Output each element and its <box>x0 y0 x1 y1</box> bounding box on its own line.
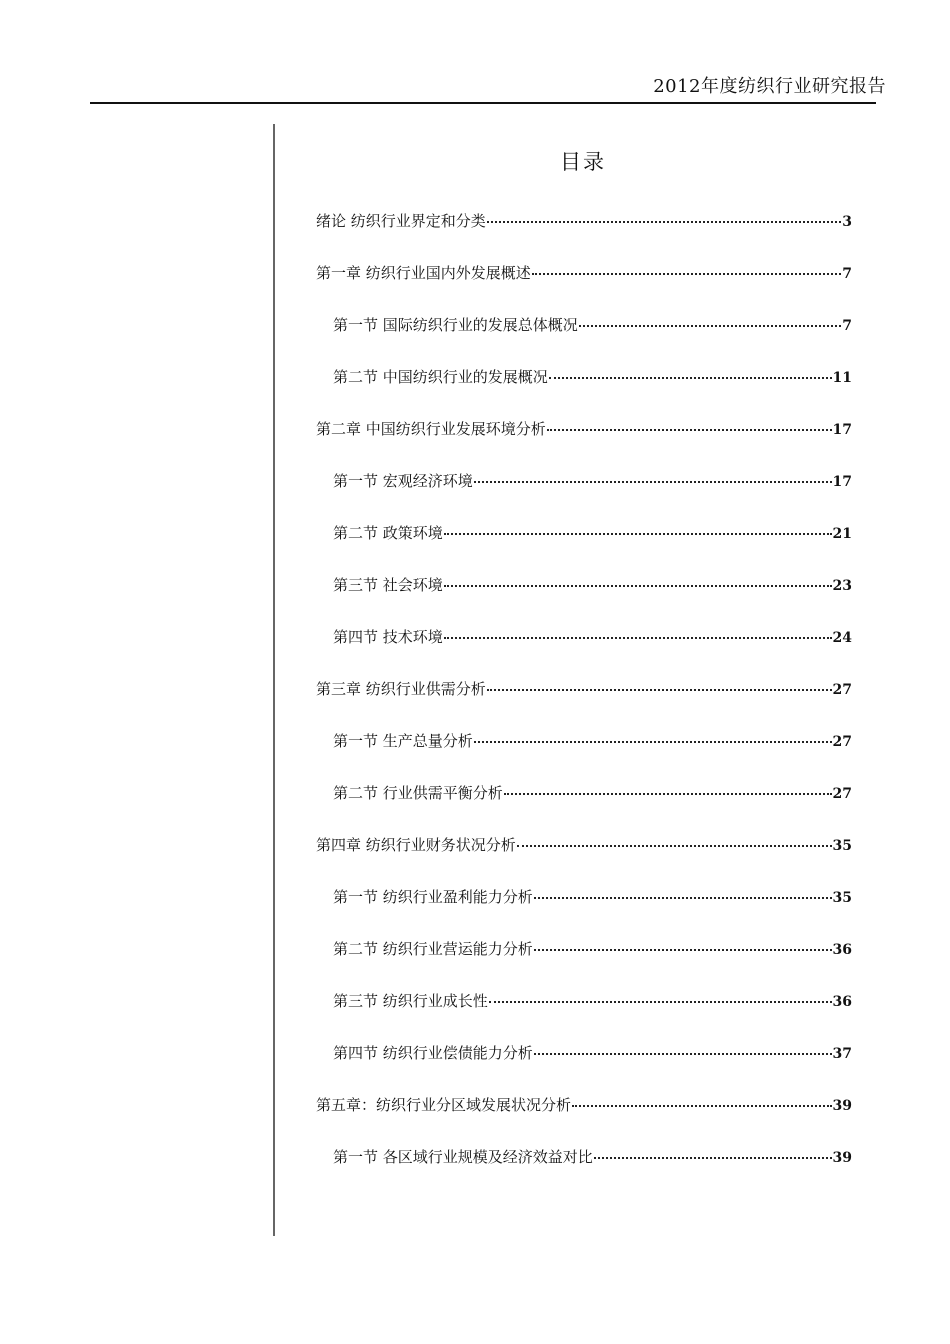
toc-entry-label: 绪论 纺织行业界定和分类 <box>316 212 486 230</box>
dot-leader <box>474 741 832 743</box>
dot-leader <box>474 481 832 483</box>
dot-leader <box>444 637 832 639</box>
toc-entry-label: 第二节 中国纺织行业的发展概况 <box>333 368 548 386</box>
toc-entry-page: 39 <box>832 1150 852 1166</box>
toc-entry-label: 第二章 中国纺织行业发展环境分析 <box>316 420 546 438</box>
toc-entry[interactable] <box>316 730 852 782</box>
toc-entry-page: 36 <box>832 942 852 958</box>
dot-leader <box>534 1053 832 1055</box>
dot-leader <box>487 689 832 691</box>
toc-entry-page: 7 <box>842 266 852 282</box>
dot-leader <box>547 429 832 431</box>
toc-entry-label: 第一节 生产总量分析 <box>333 732 473 750</box>
toc-entry[interactable] <box>316 210 852 262</box>
toc-entry-page: 23 <box>832 578 852 594</box>
toc-entry[interactable] <box>316 522 852 574</box>
toc-entry[interactable] <box>316 1094 852 1146</box>
toc-entry-label: 第二节 纺织行业营运能力分析 <box>333 940 533 958</box>
toc-heading: 目录 <box>560 150 606 174</box>
toc-entry[interactable] <box>316 886 852 938</box>
toc-entry[interactable] <box>316 470 852 522</box>
dot-leader <box>594 1157 832 1159</box>
toc-entry[interactable] <box>316 314 852 366</box>
toc-entry-label: 第一节 各区域行业规模及经济效益对比 <box>333 1148 593 1166</box>
header-divider <box>90 102 876 104</box>
toc-entry[interactable] <box>316 1042 852 1094</box>
toc-entry-page: 3 <box>842 214 852 230</box>
dot-leader <box>504 793 832 795</box>
toc-entry[interactable] <box>316 626 852 678</box>
toc-entry-page: 17 <box>832 474 852 490</box>
dot-leader <box>572 1105 832 1107</box>
dot-leader <box>532 273 841 275</box>
toc-entry[interactable] <box>316 678 852 730</box>
toc-entry-page: 37 <box>832 1046 852 1062</box>
toc-entry[interactable] <box>316 834 852 886</box>
toc-entry-label: 第三节 社会环境 <box>333 576 443 594</box>
toc-entry-label: 第五章：纺织行业分区域发展状况分析 <box>316 1096 572 1114</box>
toc-entry-label: 第三章 纺织行业供需分析 <box>316 680 486 698</box>
toc-entry-label: 第一节 纺织行业盈利能力分析 <box>333 888 533 906</box>
toc-entry[interactable] <box>316 1146 852 1198</box>
toc-entry-label: 第一节 宏观经济环境 <box>333 472 473 490</box>
toc-entry-page: 21 <box>832 526 852 542</box>
toc-entry[interactable] <box>316 782 852 834</box>
toc-entry-page: 11 <box>832 370 852 386</box>
toc-entry-page: 27 <box>832 682 852 698</box>
toc-entry[interactable] <box>316 262 852 314</box>
dot-leader <box>517 845 832 847</box>
toc-entry-page: 27 <box>832 734 852 750</box>
report-header-title: 2012年度纺织行业研究报告 <box>653 76 886 97</box>
dot-leader <box>489 1001 832 1003</box>
dot-leader <box>534 897 832 899</box>
toc-entry-label: 第一节 国际纺织行业的发展总体概况 <box>333 316 578 334</box>
toc-entry-label: 第三节 纺织行业成长性 <box>333 992 488 1010</box>
toc-entry-page: 36 <box>832 994 852 1010</box>
toc-entry-label: 第一章 纺织行业国内外发展概述 <box>316 264 531 282</box>
dot-leader <box>549 377 832 379</box>
toc-entry-label: 第四章 纺织行业财务状况分析 <box>316 836 516 854</box>
toc-entry-label: 第四节 技术环境 <box>333 628 443 646</box>
toc-entry[interactable] <box>316 574 852 626</box>
toc-entry-page: 35 <box>832 838 852 854</box>
toc-entry-label: 第四节 纺织行业偿债能力分析 <box>333 1044 533 1062</box>
dot-leader <box>444 585 832 587</box>
toc-entry-page: 17 <box>832 422 852 438</box>
dot-leader <box>534 949 832 951</box>
toc-entry[interactable] <box>316 938 852 990</box>
toc-entry-page: 24 <box>832 630 852 646</box>
toc-entry-page: 35 <box>832 890 852 906</box>
toc-entry-page: 39 <box>832 1098 852 1114</box>
toc-entry[interactable] <box>316 366 852 418</box>
toc-entry-label: 第二节 政策环境 <box>333 524 443 542</box>
toc-entry-page: 27 <box>832 786 852 802</box>
dot-leader <box>579 325 841 327</box>
toc-entry-page: 7 <box>842 318 852 334</box>
toc-entry[interactable] <box>316 418 852 470</box>
dot-leader <box>444 533 832 535</box>
dot-leader <box>487 221 841 223</box>
table-of-contents <box>316 210 852 1198</box>
toc-entry-label: 第二节 行业供需平衡分析 <box>333 784 503 802</box>
vertical-margin-rule <box>273 124 275 1236</box>
toc-entry[interactable] <box>316 990 852 1042</box>
